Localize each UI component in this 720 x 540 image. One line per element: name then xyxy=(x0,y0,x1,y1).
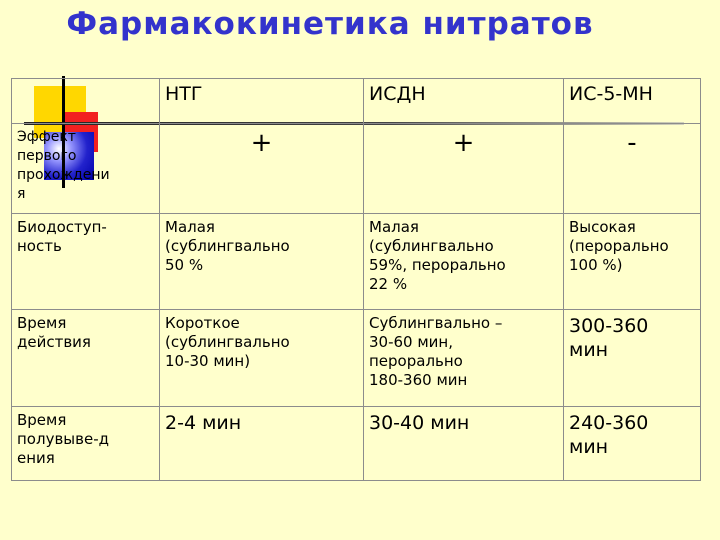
table-header-cell-ntg: НТГ xyxy=(160,79,364,124)
table-cell-is5mn-first-pass: - xyxy=(564,124,701,214)
table-cell-ntg-duration: Короткое (сублингвально 10-30 мин) xyxy=(160,310,364,407)
pharmacokinetics-table xyxy=(11,78,701,481)
table-row xyxy=(12,310,701,407)
table-cell-ntg-first-pass: + xyxy=(160,124,364,214)
row-label-duration: Время действия xyxy=(12,310,160,407)
table-row xyxy=(12,214,701,310)
table-cell-isdn-duration: Сублингвально – 30-60 мин, перорально 180-360 мин xyxy=(364,310,564,407)
page-title: Фармакокинетика нитратов xyxy=(66,6,594,42)
table-cell-is5mn-bioavailability: Высокая (перорально 100 %) xyxy=(564,214,701,310)
table-cell-ntg-bioavailability: Малая (сублингвально 50 % xyxy=(160,214,364,310)
table-header-cell-is5mn: ИС-5-МН xyxy=(564,79,701,124)
table-header-cell-isdn: ИСДН xyxy=(364,79,564,124)
table-cell-ntg-half-life: 2-4 мин xyxy=(160,407,364,481)
table-cell-isdn-first-pass: + xyxy=(364,124,564,214)
table-cell-is5mn-half-life: 240-360 мин xyxy=(564,407,701,481)
row-label-first-pass xyxy=(12,124,160,214)
table-header-row xyxy=(12,79,701,124)
table-cell-isdn-half-life: 30-40 мин xyxy=(364,407,564,481)
row-label-half-life: Время полувыве-д ения xyxy=(12,407,160,481)
row-label-text: Эффект первого прохождени я xyxy=(17,129,110,202)
table-cell-is5mn-duration: 300-360 мин xyxy=(564,310,701,407)
table-row xyxy=(12,407,701,481)
table-row xyxy=(12,124,701,214)
table-header-cell-empty xyxy=(12,79,160,124)
row-label-bioavailability: Биодоступ- ность xyxy=(12,214,160,310)
table-cell-isdn-bioavailability: Малая (сублингвально 59%, перорально 22 % xyxy=(364,214,564,310)
